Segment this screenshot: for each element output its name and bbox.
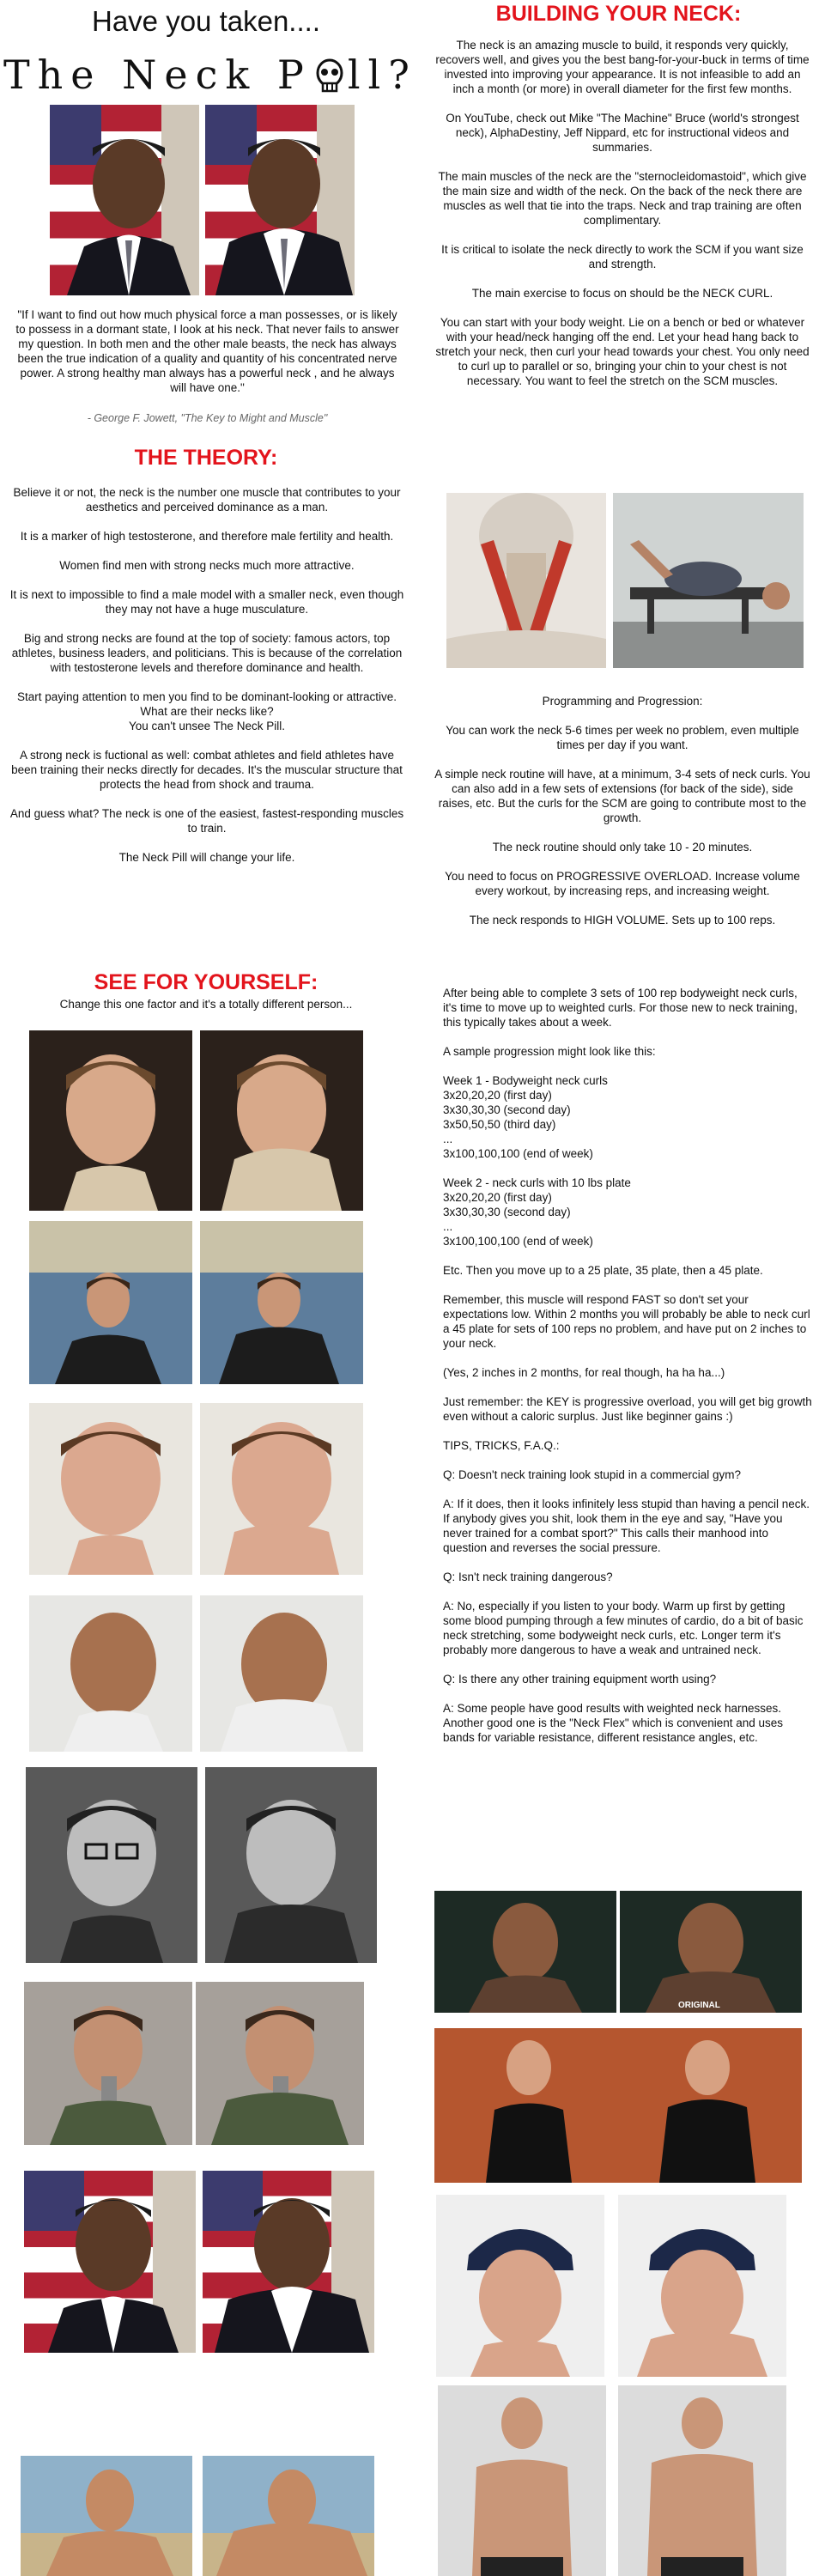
obama-photo-before xyxy=(50,105,199,295)
faq-question: Q: Doesn't neck training look stupid in a commercial gym? xyxy=(443,1468,741,1481)
comparison-photo-after xyxy=(200,1221,363,1384)
programming-paragraph: A simple neck routine will have, at a minimum, 3-4 sets of neck curls. You can also add in a few sets of extensions (for back of the side), side raises, etc. But the curls for the SCM are going to contribute most to the growth. xyxy=(434,768,810,824)
obama-photo-after xyxy=(203,2171,374,2353)
page-title xyxy=(3,48,417,101)
progression-body xyxy=(443,986,812,1759)
progression-paragraph: A sample progression might look like this: xyxy=(443,1045,656,1058)
tips-heading: TIPS, TRICKS, F.A.Q.: xyxy=(443,1439,560,1452)
comparison-photo-before xyxy=(29,1403,192,1575)
faq-answer: A: Some people have good results with weighted neck harnesses. Another good one is the "Neck Flex" which is convenient and uses bands for variable resistance, different resistance angles, etc. xyxy=(443,1702,784,1744)
progression-paragraph: After being able to complete 3 sets of 100 rep bodyweight neck curls, it's time to move up to weighted curls. For those new to neck training, this typically takes about a week. xyxy=(443,987,798,1029)
comparison-photo-before xyxy=(438,2385,606,2576)
theory-paragraph: A strong neck is fuctional as well: combat athletes and field athletes have been training their necks directly for decades. It's the muscular structure that protects the head from shock and trauma. xyxy=(11,749,403,791)
programming-paragraph: The neck responds to HIGH VOLUME. Sets up to 100 reps. xyxy=(469,914,776,927)
comparison-photo-before xyxy=(29,1595,192,1752)
comparison-photo-before xyxy=(24,1982,192,2145)
title-line-1: Have you taken.... xyxy=(92,5,320,37)
theory-paragraph: It is a marker of high testosterone, and therefore male fertility and health. xyxy=(20,530,394,543)
theory-paragraph: The Neck Pill will change your life. xyxy=(118,851,295,864)
skull-pill-icon xyxy=(313,53,346,89)
original-label: ORIGINAL xyxy=(678,2001,720,2010)
progression-paragraph: Just remember: the KEY is progressive overload, you will get big growth even without a caloric surplus. Just like beginner gains :) xyxy=(443,1395,812,1423)
faq-question: Q: Isn't neck training dangerous? xyxy=(443,1571,613,1583)
neck-curl-exercise-photo xyxy=(613,493,804,668)
progression-paragraph: Etc. Then you move up to a 25 plate, 35 plate, then a 45 plate. xyxy=(443,1264,763,1277)
comparison-photo-after xyxy=(620,1891,802,2013)
comparison-photo-after xyxy=(618,2195,786,2377)
week2-routine: Week 2 - neck curls with 10 lbs plate 3x20,20,20 (first day) 3x30,30,30 (second day) ... 3x100,100,100 (end of week) xyxy=(443,1176,631,1248)
building-body-top xyxy=(434,38,811,403)
quote-source: - George F. Jowett, "The Key to Might and Muscle" xyxy=(87,412,328,424)
programming-paragraph: Programming and Progression: xyxy=(542,695,703,708)
building-heading: BUILDING YOUR NECK: xyxy=(495,2,742,26)
theory-paragraph: Believe it or not, the neck is the number one muscle that contributes to your aesthetics and perceived dominance as a man. xyxy=(13,486,401,513)
programming-paragraph: You need to focus on PROGRESSIVE OVERLOAD. Increase volume every workout, by increasing reps, and increasing weight. xyxy=(445,870,800,897)
building-paragraph: The main muscles of the neck are the "sternocleidomastoid", which give the main size and width of the neck. On the back of the neck there are muscles as well that tie into the traps. Neck and trap training are often complimentary. xyxy=(438,170,807,227)
obama-photo-after xyxy=(205,105,355,295)
building-paragraph: The main exercise to focus on should be the NECK CURL. xyxy=(471,287,773,300)
comparison-photo-after xyxy=(618,2385,786,2576)
building-paragraph: On YouTube, check out Mike "The Machine" Bruce (world's strongest neck), AlphaDestiny, Jeff Nippard, etc for instructional videos and summaries. xyxy=(446,112,799,154)
building-paragraph: The neck is an amazing muscle to build, it responds very quickly, recovers well, and gives you the best bang-for-your-buck in terms of time invested into improving your appearance. It is not infeasible to add an inch a month (or more) in overall diameter for the first few months. xyxy=(435,39,810,95)
progression-paragraph: (Yes, 2 inches in 2 months, for real though, ha ha ha...) xyxy=(443,1366,725,1379)
theory-paragraph: Start paying attention to men you find to be dominant-looking or attractive. What are their necks like? You can't unsee The Neck Pill. xyxy=(16,690,397,732)
comparison-photo-before xyxy=(436,2195,604,2377)
comparison-photo-after xyxy=(196,1982,364,2145)
comparison-photo-before xyxy=(29,1030,192,1211)
comparison-photo-before xyxy=(29,1221,192,1384)
theory-paragraph: And guess what? The neck is one of the easiest, fastest-responding muscles to train. xyxy=(9,807,404,835)
building-paragraph: You can start with your body weight. Lie on a bench or bed or whatever with your head/neck hanging off the end. Let your head hang back to stretch your neck, then curl your head towards your chest. You only need to curl up to parallel or so, bringing your chin to your chest is not necessary. You want to feel the stretch on the SCM muscles. xyxy=(435,316,810,387)
title-line-3: ll? xyxy=(347,52,417,98)
see-for-yourself-subtitle: Change this one factor and it's a totally different person... xyxy=(59,998,353,1011)
comparison-photo-after xyxy=(200,1030,363,1211)
faq-answer: A: If it does, then it looks infinitely less stupid than having a pencil neck. If anybody gives you shit, look them in the eye and say, "Have you never trained for a combat sport?" This calls their manhood into question and reverses the social pressure. xyxy=(443,1498,810,1554)
comparison-photo-pair xyxy=(434,2028,802,2183)
theory-paragraph: Big and strong necks are found at the top of society: famous actors, top athletes, business leaders, and politicians. This is because of the correlation with testosterone levels and therefore dominance and health. xyxy=(11,632,403,674)
comparison-photo-before xyxy=(434,1891,616,2013)
theory-heading: THE THEORY: xyxy=(134,446,278,470)
theory-body xyxy=(9,485,405,879)
faq-answer: A: No, especially if you listen to your body. Warm up first by getting some blood pumping through a few minutes of cardio, do a bit of basic neck stretching, some bodyweight neck curls, etc. Longer term it's probably more dangerous to have a weak and untrained neck. xyxy=(443,1600,804,1656)
obama-photo-before xyxy=(24,2171,196,2353)
comparison-photo-after xyxy=(200,1595,363,1752)
see-for-yourself-heading: SEE FOR YOURSELF: xyxy=(94,970,318,994)
week1-routine: Week 1 - Bodyweight neck curls 3x20,20,20 (first day) 3x30,30,30 (second day) 3x50,50,50 (third day) ... 3x100,100,100 (end of week) xyxy=(443,1074,608,1160)
neck-anatomy-illustration xyxy=(446,493,606,668)
theory-paragraph: Women find men with strong necks much more attractive. xyxy=(59,559,355,572)
programming-paragraph: You can work the neck 5-6 times per week no problem, even multiple times per day if you want. xyxy=(446,724,799,751)
programming-body xyxy=(434,694,811,942)
comparison-photo-after xyxy=(205,1767,377,1963)
progression-paragraph: Remember, this muscle will respond FAST so don't set your expectations low. Within 2 months you will probably be able to neck curl a 45 plate for sets of 100 reps no problem, and have put on 2 inches to your neck. xyxy=(443,1293,810,1350)
comparison-photo-before xyxy=(21,2456,192,2576)
theory-paragraph: It is next to impossible to find a male model with a smaller neck, even though they may not have a huge musculature. xyxy=(9,588,404,616)
quote-text: "If I want to find out how much physical force a man possesses, or is likely to possess in a dormant state, I look at his neck. That never fails to answer my question. In both men and the other male beasts, the neck has always been the true indication of a quality and quantity of his concentrated nerve power. A strong healthy man always has a powerful neck , and he always will have one." xyxy=(15,308,399,394)
title-line-2: The Neck P xyxy=(3,52,312,98)
building-paragraph: It is critical to isolate the neck directly to work the SCM if you want size and strength. xyxy=(441,243,804,270)
programming-paragraph: The neck routine should only take 10 - 20 minutes. xyxy=(492,841,753,854)
faq-question: Q: Is there any other training equipment worth using? xyxy=(443,1673,717,1686)
comparison-photo-after xyxy=(203,2456,374,2576)
comparison-photo-before xyxy=(26,1767,197,1963)
comparison-photo-after xyxy=(200,1403,363,1575)
